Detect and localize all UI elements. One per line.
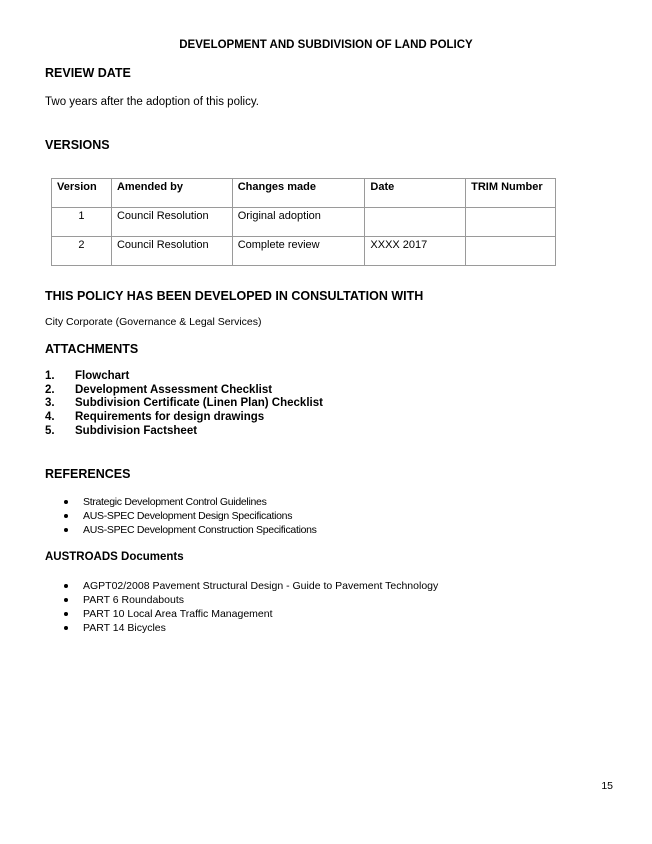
cell-changes-made: Complete review bbox=[232, 237, 365, 266]
page-number: 15 bbox=[601, 780, 613, 792]
list-item-label: Requirements for design drawings bbox=[75, 411, 265, 424]
table-header-row bbox=[52, 179, 556, 208]
page-title: DEVELOPMENT AND SUBDIVISION OF LAND POLICY bbox=[179, 39, 473, 51]
list-item-label: Subdivision Factsheet bbox=[75, 424, 198, 437]
cell-version: 1 bbox=[52, 208, 112, 237]
cell-amended-by: Council Resolution bbox=[111, 208, 232, 237]
column-header-changes-made: Changes made bbox=[232, 179, 365, 208]
table-row bbox=[52, 208, 556, 237]
attachments-heading: ATTACHMENTS bbox=[45, 342, 139, 356]
list-item bbox=[45, 370, 323, 384]
list-item-number: 4. bbox=[45, 411, 55, 424]
review-date-heading: REVIEW DATE bbox=[45, 66, 131, 80]
list-item-label: Subdivision Certificate (Linen Plan) Checklist bbox=[75, 397, 323, 410]
cell-trim-number bbox=[466, 208, 556, 237]
list-item: AUS-SPEC Development Design Specifications bbox=[63, 509, 317, 523]
list-item-label: Flowchart bbox=[75, 370, 130, 382]
list-item-number: 3. bbox=[45, 397, 55, 410]
list-item: PART 10 Local Area Traffic Management bbox=[63, 607, 438, 621]
list-item-number: 5. bbox=[45, 424, 55, 437]
cell-date bbox=[365, 208, 466, 237]
column-header-date: Date bbox=[365, 179, 466, 208]
attachments-list bbox=[45, 370, 323, 438]
list-item: AUS-SPEC Development Construction Specifications bbox=[63, 523, 317, 537]
column-header-version: Version bbox=[52, 179, 112, 208]
austroads-heading: AUSTROADS Documents bbox=[45, 551, 184, 563]
versions-table bbox=[51, 178, 556, 266]
cell-trim-number bbox=[466, 237, 556, 266]
column-header-trim-number: TRIM Number bbox=[466, 179, 556, 208]
column-header-amended-by: Amended by bbox=[111, 179, 232, 208]
list-item: Strategic Development Control Guidelines bbox=[63, 495, 317, 509]
list-item: AGPT02/2008 Pavement Structural Design - Guide to Pavement Technology bbox=[63, 579, 438, 593]
consultation-heading: THIS POLICY HAS BEEN DEVELOPED IN CONSULTATION WITH bbox=[45, 289, 424, 303]
consultation-text: City Corporate (Governance & Legal Services) bbox=[45, 316, 262, 328]
list-item-number: 2. bbox=[45, 383, 55, 396]
austroads-list bbox=[63, 579, 438, 635]
cell-date: XXXX 2017 bbox=[365, 237, 466, 266]
list-item bbox=[45, 384, 323, 398]
list-item bbox=[45, 397, 323, 411]
references-heading: REFERENCES bbox=[45, 467, 131, 481]
table-row bbox=[52, 237, 556, 266]
references-list bbox=[63, 495, 317, 537]
cell-version: 2 bbox=[52, 237, 112, 266]
list-item-number: 1. bbox=[45, 370, 55, 382]
cell-changes-made: Original adoption bbox=[232, 208, 365, 237]
list-item: PART 6 Roundabouts bbox=[63, 593, 438, 607]
list-item-label: Development Assessment Checklist bbox=[75, 383, 273, 396]
list-item: PART 14 Bicycles bbox=[63, 621, 438, 635]
versions-heading: VERSIONS bbox=[45, 138, 110, 152]
list-item bbox=[45, 425, 323, 439]
list-item bbox=[45, 411, 323, 425]
cell-amended-by: Council Resolution bbox=[111, 237, 232, 266]
review-date-text: Two years after the adoption of this policy. bbox=[45, 96, 259, 108]
